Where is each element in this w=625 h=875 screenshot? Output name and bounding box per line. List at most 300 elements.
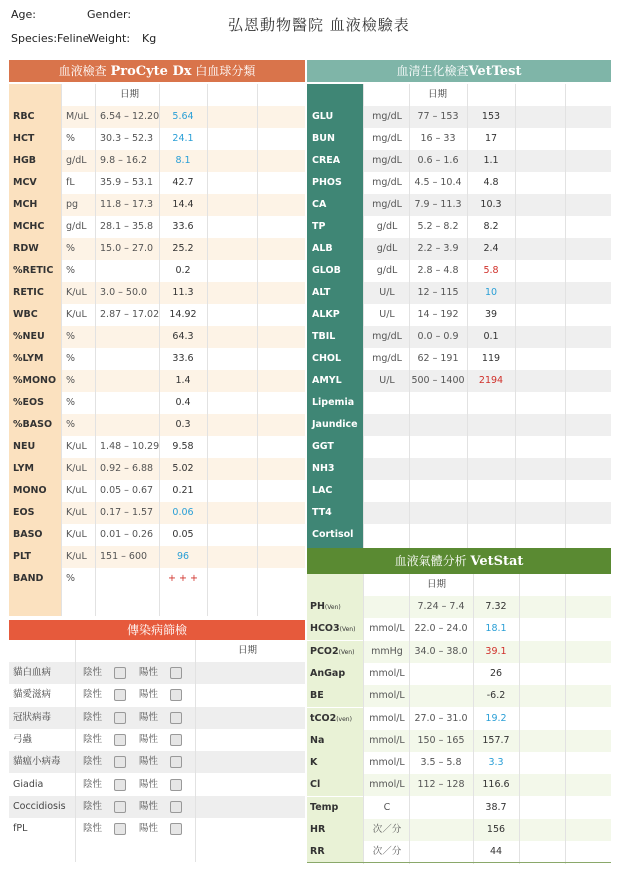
analyte-unit: % — [66, 375, 76, 386]
column-divider — [207, 84, 208, 616]
analyte-unit: U/L — [379, 309, 395, 320]
analyte-unit: mg/dL — [372, 177, 402, 188]
result-value: 38.7 — [485, 802, 507, 813]
analyte-name: NH3 — [312, 463, 335, 474]
analyte-name: LAC — [312, 485, 333, 496]
result-value: 0.3 — [175, 419, 191, 430]
positive-label: 陽性 — [139, 712, 159, 723]
table-row — [9, 238, 305, 260]
cbc-date-label: 日期 — [120, 89, 140, 100]
analyte-unit: pg — [66, 199, 79, 210]
result-value: 2194 — [478, 375, 504, 386]
result-value: 0.2 — [175, 265, 191, 276]
disease-name: 貓瘟小病毒 — [13, 756, 61, 767]
analyte-name-text: Temp — [310, 802, 339, 813]
analyte-unit — [365, 458, 409, 480]
checkbox-box[interactable] — [114, 779, 126, 791]
result-value: 116.6 — [482, 779, 510, 790]
analyte-unit — [365, 414, 409, 436]
analyte-name: %MONO — [13, 375, 57, 386]
analyte-name: Lipemia — [312, 397, 355, 408]
reference-range: 5.2 – 8.2 — [417, 221, 459, 232]
positive-checkbox[interactable] — [170, 662, 182, 684]
analyte-unit: mg/dL — [372, 353, 402, 364]
analyte-name — [310, 663, 345, 685]
chem-table — [307, 84, 611, 548]
column-divider — [257, 84, 258, 616]
reference-range: 77 – 153 — [417, 111, 459, 122]
analyte-unit: U/L — [379, 375, 395, 386]
infect-header — [9, 620, 305, 640]
analyte-unit: g/dL — [66, 221, 87, 232]
analyte-unit: K/uL — [66, 441, 87, 452]
positive-checkbox[interactable] — [170, 796, 182, 818]
negative-checkbox[interactable] — [114, 774, 126, 796]
analyte-name: EOS — [13, 507, 35, 518]
positive-label: 陽性 — [139, 779, 159, 790]
gas-bottom-rule — [307, 862, 611, 863]
table-row — [9, 194, 305, 216]
analyte-name: WBC — [13, 309, 38, 320]
analyte-name — [310, 685, 324, 707]
analyte-unit: % — [66, 331, 76, 342]
result-value — [467, 524, 515, 546]
analyte-unit: mmol/L — [369, 757, 405, 768]
analyte-name: HCT — [13, 133, 35, 144]
negative-checkbox[interactable] — [114, 684, 126, 706]
analyte-subscript: (Ven) — [338, 649, 355, 656]
cbc-title-post: 白血球分類 — [195, 64, 256, 78]
result-value: 157.7 — [482, 735, 510, 746]
analyte-unit: mmol/L — [369, 668, 405, 679]
analyte-unit: U/L — [379, 287, 395, 298]
checkbox-box[interactable] — [114, 823, 126, 835]
reference-range: 62 – 191 — [417, 353, 459, 364]
disease-name: 弓蟲 — [13, 734, 33, 745]
checkbox-box[interactable] — [170, 779, 182, 791]
negative-label: 陰性 — [83, 801, 103, 812]
analyte-name-text: HCO3 — [310, 623, 340, 634]
disease-name: 冠狀病毒 — [13, 712, 52, 723]
chem-title-pre: 血清生化檢查 — [396, 64, 469, 78]
negative-checkbox[interactable] — [114, 662, 126, 684]
reference-range: 30.3 – 52.3 — [100, 133, 154, 144]
analyte-unit: K/uL — [66, 529, 87, 540]
weight-label: Weight: — [88, 32, 131, 45]
result-value: 18.1 — [485, 623, 507, 634]
reference-range: 16 – 33 — [420, 133, 456, 144]
checkbox-box[interactable] — [170, 712, 182, 724]
reference-range: 151 – 600 — [100, 551, 148, 562]
result-value: 96 — [176, 551, 190, 562]
checkbox-box[interactable] — [170, 801, 182, 813]
checkbox-box[interactable] — [114, 801, 126, 813]
analyte-unit: % — [66, 133, 76, 144]
analyte-unit: K/uL — [66, 485, 87, 496]
analyte-unit: mmol/L — [369, 735, 405, 746]
analyte-name: RDW — [13, 243, 39, 254]
weight-unit: Kg — [142, 32, 157, 45]
analyte-unit: % — [66, 573, 76, 584]
analyte-name-text: HR — [310, 824, 326, 835]
analyte-name: HGB — [13, 155, 36, 166]
analyte-unit: mg/dL — [372, 199, 402, 210]
table-row — [9, 260, 305, 282]
column-divider — [159, 84, 160, 616]
analyte-name — [310, 752, 317, 774]
table-row — [9, 774, 305, 796]
checkbox-box[interactable] — [114, 667, 126, 679]
analyte-name: PLT — [13, 551, 31, 562]
analyte-name: NEU — [13, 441, 36, 452]
infect-table — [9, 640, 305, 862]
column-divider — [363, 84, 364, 548]
analyte-name: MCHC — [13, 221, 45, 232]
table-row — [9, 662, 305, 684]
result-value: 7.32 — [485, 601, 507, 612]
table-row — [9, 502, 305, 524]
analyte-name: %NEU — [13, 331, 45, 342]
table-row — [9, 282, 305, 304]
analyte-name: TBIL — [312, 331, 336, 342]
result-value: 0.05 — [172, 529, 194, 540]
negative-label: 陰性 — [83, 667, 103, 678]
table-row — [9, 392, 305, 414]
result-value: 5.64 — [172, 111, 194, 122]
analyte-name: AMYL — [312, 375, 342, 386]
analyte-name: %EOS — [13, 397, 44, 408]
analyte-name — [310, 730, 324, 752]
result-value: 10.3 — [480, 199, 502, 210]
analyte-name: %BASO — [13, 419, 53, 430]
reference-range — [409, 502, 467, 524]
analyte-unit — [365, 596, 409, 618]
analyte-unit: % — [66, 243, 76, 254]
table-row — [9, 707, 305, 729]
gas-header — [307, 548, 611, 574]
reference-range: 9.8 – 16.2 — [100, 155, 148, 166]
analyte-unit: g/dL — [376, 221, 398, 232]
negative-label: 陰性 — [83, 779, 103, 790]
result-value: 0.06 — [172, 507, 194, 518]
analyte-name-text: BE — [310, 690, 324, 701]
column-divider — [519, 574, 520, 864]
column-divider — [565, 574, 566, 864]
analyte-unit: g/dL — [376, 265, 398, 276]
column-divider — [565, 84, 566, 548]
result-value: 2.4 — [483, 243, 499, 254]
analyte-name-text: tCO2 — [310, 713, 337, 724]
reference-range — [409, 685, 473, 707]
analyte-name: ALB — [312, 243, 333, 254]
result-value — [467, 458, 515, 480]
analyte-name — [310, 841, 325, 863]
table-row — [9, 436, 305, 458]
reference-range — [409, 663, 473, 685]
reference-range: 150 – 165 — [417, 735, 465, 746]
reference-range: 7.9 – 11.3 — [414, 199, 462, 210]
page-title: 弘恩動物醫院 血液檢驗表 — [228, 16, 410, 34]
analyte-unit: % — [66, 397, 76, 408]
reference-range: 2.8 – 4.8 — [417, 265, 459, 276]
analyte-name — [310, 819, 325, 841]
table-row — [9, 729, 305, 751]
result-value — [467, 436, 515, 458]
negative-label: 陰性 — [83, 734, 103, 745]
positive-checkbox[interactable] — [170, 729, 182, 751]
checkbox-box[interactable] — [170, 756, 182, 768]
table-row — [9, 326, 305, 348]
analyte-unit: K/uL — [66, 551, 87, 562]
analyte-name-text: Cl — [310, 779, 321, 790]
analyte-name-text: Na — [310, 735, 325, 746]
result-value: 8.2 — [483, 221, 499, 232]
result-value: 42.7 — [172, 177, 194, 188]
column-divider — [515, 84, 516, 548]
analyte-name — [310, 641, 354, 663]
gas-title-bold: VetStat — [470, 554, 524, 569]
analyte-unit: mmol/L — [369, 690, 405, 701]
analyte-name: CHOL — [312, 353, 342, 364]
analyte-unit — [365, 502, 409, 524]
negative-checkbox[interactable] — [114, 751, 126, 773]
reference-range: 12 – 115 — [417, 287, 459, 298]
reference-range: 500 – 1400 — [411, 375, 465, 386]
checkbox-box[interactable] — [114, 689, 126, 701]
checkbox-box[interactable] — [170, 823, 182, 835]
table-row — [9, 106, 305, 128]
positive-label: 陽性 — [139, 667, 159, 678]
analyte-unit: g/dL — [376, 243, 398, 254]
result-value: 3.3 — [488, 757, 504, 768]
analyte-unit: % — [66, 353, 76, 364]
table-row — [9, 304, 305, 326]
analyte-name: GLOB — [312, 265, 341, 276]
table-row — [9, 150, 305, 172]
analyte-subscript: (Ven) — [324, 604, 341, 611]
analyte-unit: mmol/L — [369, 713, 405, 724]
result-value: 10 — [484, 287, 498, 298]
cbc-title-pre: 血液檢查 — [58, 64, 107, 78]
table-row — [9, 370, 305, 392]
result-value — [467, 480, 515, 502]
result-value: 44 — [489, 846, 503, 857]
result-value: 24.1 — [172, 133, 194, 144]
reference-range: 2.87 – 17.02 — [100, 309, 160, 320]
negative-label: 陰性 — [83, 712, 103, 723]
reference-range — [409, 414, 467, 436]
chem-title-bold: VetTest — [468, 64, 522, 79]
analyte-name: RETIC — [13, 287, 44, 298]
analyte-name: MONO — [13, 485, 47, 496]
checkbox-box[interactable] — [170, 689, 182, 701]
analyte-name: GGT — [312, 441, 334, 452]
analyte-unit: mg/dL — [372, 331, 402, 342]
gender-label: Gender: — [87, 8, 132, 21]
column-divider — [95, 84, 96, 616]
negative-checkbox[interactable] — [114, 796, 126, 818]
positive-checkbox[interactable] — [170, 751, 182, 773]
result-value: 11.3 — [172, 287, 194, 298]
analyte-unit: K/uL — [66, 463, 87, 474]
analyte-name-text: RR — [310, 846, 325, 857]
reference-range: 28.1 – 35.8 — [100, 221, 154, 232]
negative-checkbox[interactable] — [114, 818, 126, 840]
reference-range: 2.2 – 3.9 — [417, 243, 459, 254]
result-value: -6.2 — [486, 690, 506, 701]
analyte-unit: % — [66, 265, 76, 276]
analyte-name-text: AnGap — [310, 668, 346, 679]
table-row — [9, 684, 305, 706]
reference-range: 22.0 – 24.0 — [414, 623, 468, 634]
analyte-unit: % — [66, 419, 76, 430]
analyte-name-text: PCO2 — [310, 646, 339, 657]
result-value: 4.8 — [483, 177, 499, 188]
analyte-name: RBC — [13, 111, 35, 122]
analyte-name: GLU — [312, 111, 334, 122]
result-value: 25.2 — [172, 243, 194, 254]
positive-checkbox[interactable] — [170, 818, 182, 840]
analyte-unit: K/uL — [66, 507, 87, 518]
cbc-name-col-cell — [9, 590, 61, 616]
cbc-filler — [9, 590, 305, 616]
positive-checkbox[interactable] — [170, 707, 182, 729]
result-value: 14.92 — [169, 309, 197, 320]
reference-range: 15.0 – 27.0 — [100, 243, 154, 254]
cbc-date-row — [9, 84, 305, 106]
result-value: 1.4 — [175, 375, 191, 386]
result-value: 0.21 — [172, 485, 194, 496]
analyte-name: MCH — [13, 199, 38, 210]
gas-table — [307, 574, 611, 864]
analyte-subscript: (Ven) — [339, 626, 356, 633]
result-value — [467, 414, 515, 436]
analyte-unit — [365, 392, 409, 414]
analyte-name — [310, 774, 320, 796]
column-divider — [467, 84, 468, 548]
result-value: 8.1 — [175, 155, 191, 166]
infect-title: 傳染病篩檢 — [126, 623, 187, 637]
table-row — [9, 524, 305, 546]
reference-range — [409, 524, 467, 546]
result-value: 19.2 — [485, 713, 507, 724]
disease-name: fPL — [13, 823, 28, 834]
analyte-unit: mg/dL — [372, 155, 402, 166]
positive-checkbox[interactable] — [170, 684, 182, 706]
age-label: Age: — [11, 8, 36, 21]
table-row — [9, 458, 305, 480]
table-row — [9, 172, 305, 194]
positive-label: 陽性 — [139, 689, 159, 700]
result-value: 17 — [484, 133, 498, 144]
table-row — [9, 546, 305, 568]
analyte-unit: mmol/L — [369, 779, 405, 790]
reference-range: 4.5 – 10.4 — [414, 177, 462, 188]
analyte-name: CREA — [312, 155, 341, 166]
reference-range — [409, 480, 467, 502]
result-value: 39.1 — [485, 646, 507, 657]
analyte-unit: K/uL — [66, 309, 87, 320]
checkbox-box[interactable] — [170, 667, 182, 679]
result-value: 119 — [481, 353, 501, 364]
reference-range: 27.0 – 31.0 — [414, 713, 468, 724]
infect-date-row — [9, 640, 305, 662]
analyte-name: PHOS — [312, 177, 342, 188]
table-row — [9, 480, 305, 502]
reference-range: 0.0 – 0.9 — [417, 331, 459, 342]
analyte-unit: fL — [66, 177, 75, 188]
positive-label: 陽性 — [139, 734, 159, 745]
cbc-table — [9, 84, 305, 616]
analyte-unit: mg/dL — [372, 111, 402, 122]
analyte-name: TT4 — [312, 507, 332, 518]
reference-range: 6.54 – 12.20 — [100, 111, 160, 122]
analyte-name: %LYM — [13, 353, 44, 364]
column-divider — [61, 84, 62, 616]
table-row — [9, 818, 305, 840]
disease-name: Giadia — [13, 779, 44, 790]
negative-label: 陰性 — [83, 689, 103, 700]
checkbox-box[interactable] — [114, 712, 126, 724]
analyte-unit: mmol/L — [369, 623, 405, 634]
negative-checkbox[interactable] — [114, 707, 126, 729]
reference-range: 35.9 – 53.1 — [100, 177, 154, 188]
result-value: 153 — [481, 111, 501, 122]
reference-range — [409, 436, 467, 458]
analyte-name — [310, 618, 355, 640]
analyte-name: TP — [312, 221, 326, 232]
reference-range: 0.17 – 1.57 — [100, 507, 154, 518]
negative-checkbox[interactable] — [114, 729, 126, 751]
analyte-name: Jaundice — [312, 419, 358, 430]
result-value: 26 — [489, 668, 503, 679]
result-value: 33.6 — [172, 353, 194, 364]
analyte-name: BAND — [13, 573, 44, 584]
analyte-name — [310, 708, 352, 730]
analyte-unit — [365, 524, 409, 546]
reference-range: 3.5 – 5.8 — [420, 757, 462, 768]
gas-name-col-cell — [307, 574, 363, 596]
analyte-unit: 次／分 — [372, 846, 402, 857]
analyte-unit: mmHg — [371, 646, 403, 657]
analyte-name: ALT — [312, 287, 331, 298]
table-row — [9, 751, 305, 773]
analyte-name: BASO — [13, 529, 43, 540]
negative-label: 陰性 — [83, 823, 103, 834]
checkbox-box[interactable] — [170, 734, 182, 746]
column-divider — [409, 84, 410, 548]
analyte-name: ALKP — [312, 309, 340, 320]
analyte-name — [310, 797, 338, 819]
gas-title-pre: 血液氣體分析 — [394, 554, 467, 568]
infect-date-label: 日期 — [238, 645, 258, 656]
analyte-name: %RETIC — [13, 265, 54, 276]
analyte-name-text: PH — [310, 601, 325, 612]
checkbox-box[interactable] — [114, 756, 126, 768]
reference-range — [409, 841, 473, 863]
analyte-name: CA — [312, 199, 327, 210]
positive-checkbox[interactable] — [170, 774, 182, 796]
reference-range: 7.24 – 7.4 — [417, 601, 465, 612]
disease-name: 貓白血病 — [13, 667, 52, 678]
reference-range: 0.01 – 0.26 — [100, 529, 154, 540]
result-value: + + + — [168, 573, 198, 584]
column-divider — [363, 574, 364, 864]
analyte-subscript: (ven) — [336, 716, 352, 723]
disease-name: 貓愛滋病 — [13, 689, 52, 700]
checkbox-box[interactable] — [114, 734, 126, 746]
chem-header — [307, 60, 611, 82]
